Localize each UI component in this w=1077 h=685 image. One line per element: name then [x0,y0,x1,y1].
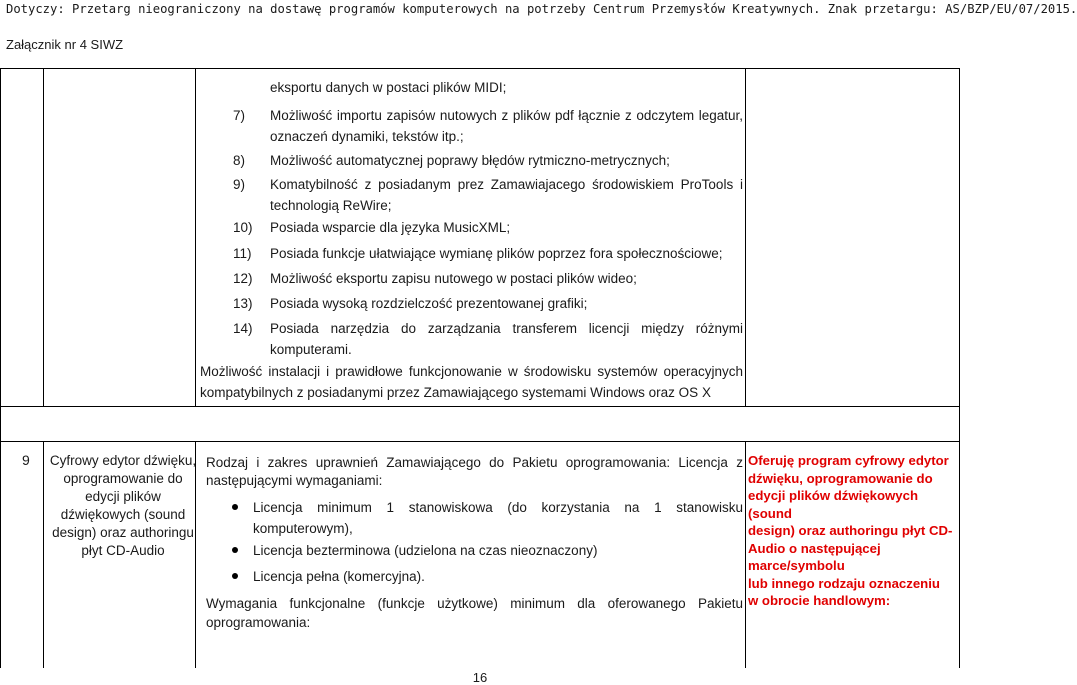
functional-requirements: Wymagania funkcjonalne (funkcje użytkowe) minimum dla oferowanego Pakietu oprogramowania: [206,596,743,630]
list-item-text: Posiada wsparcie dla języka MusicXML; [270,220,511,235]
offer-line: marce/symbolu [748,558,845,573]
list-item-text: Możliwość automatycznej poprawy błędów rytmiczno-metrycznych; [270,153,670,168]
list-item-text: Posiada wysoką rozdzielczość prezentowanej grafiki; [270,296,588,311]
license-intro: Rodzaj i zakres uprawnień Zamawiającego do Pakietu oprogramowania: Licencja z następującymi wymaganiami: [206,455,743,488]
list-item-number: 9) [233,177,246,192]
list-item [233,105,743,147]
list-item-text: Posiada narzędzia do zarządzania transferem licencji między różnymi komputerami. [270,321,743,357]
bullet-icon [232,547,238,553]
list-item-number: 13) [233,296,253,311]
offer-line: edycji plików dźwiękowych (sound [748,488,919,521]
list-item [233,318,743,360]
offer-line: w obrocie handlowym: [748,593,891,608]
list-item-number: 10) [233,220,253,235]
list-item-number: 11) [233,246,252,261]
list-item-number: 14) [233,321,253,336]
page-number: 16 [472,670,488,685]
row-number: 9 [22,452,30,468]
offer-line: dźwięku, oprogramowanie do [748,470,933,486]
list-item-text: Komatybilność z posiadanym prez Zamawiajacego środowiskiem ProTools i technologią ReWire; [270,177,743,213]
list-item-number: 7) [233,108,246,123]
bullet-icon [232,504,238,510]
offer-line: Oferuję program cyfrowy edytor [748,453,949,468]
list-item-number: 8) [233,153,246,168]
list-item-number: 12) [233,271,253,286]
list-item-text: Licencja pełna (komercyjna). [253,569,425,584]
list-item-text: Możliwość eksportu zapisu nutowego w postaci plików wideo; [270,271,637,286]
bullet-icon [232,573,238,579]
list-item-text: Licencja bezterminowa (udzielona na czas nieoznaczony) [253,543,598,558]
list-item-text: Licencja minimum 1 stanowiskowa (do korzystania na 1 stanowisku komputerowym), [253,500,743,536]
install-note: Możliwość instalacji i prawidłowe funkcjonowanie w środowisku systemów operacyjnych kompatybilnych z posiadanymi przez Zamawiającego systemami Windows oraz OS X [200,364,743,400]
list-item-text: Posiada funkcje ułatwiające wymianę plików poprzez fora społecznościowe; [270,246,723,261]
header-title: Dotyczy: Przetarg nieograniczony na dostawę programów komputerowych na potrzeby Centrum Przemysłów Kreatywnych. Znak przetargu: AS/BZP/EU/07/2015. [6,2,1077,16]
list-item [233,174,743,216]
offer-line: design) oraz authoringu płyt CD- [748,523,953,538]
offer-line: Audio o następującej [748,540,881,556]
offer-line: lub innego rodzaju oznaczeniu [748,575,940,591]
attachment-label: Załącznik nr 4 SIWZ [6,37,124,52]
list-item-text: eksportu danych w postaci plików MIDI; [270,80,507,95]
offer-declaration [748,452,956,610]
product-name: Cyfrowy edytor dźwięku, oprogramowanie do edycji plików dźwiękowych (sound design) oraz authoringu płyt CD-Audio [49,453,197,558]
list-item-text: Możliwość importu zapisów nutowych z plików pdf łącznie z odczytem legatur, oznaczeń dynamiki, tekstów itp.; [270,108,743,144]
